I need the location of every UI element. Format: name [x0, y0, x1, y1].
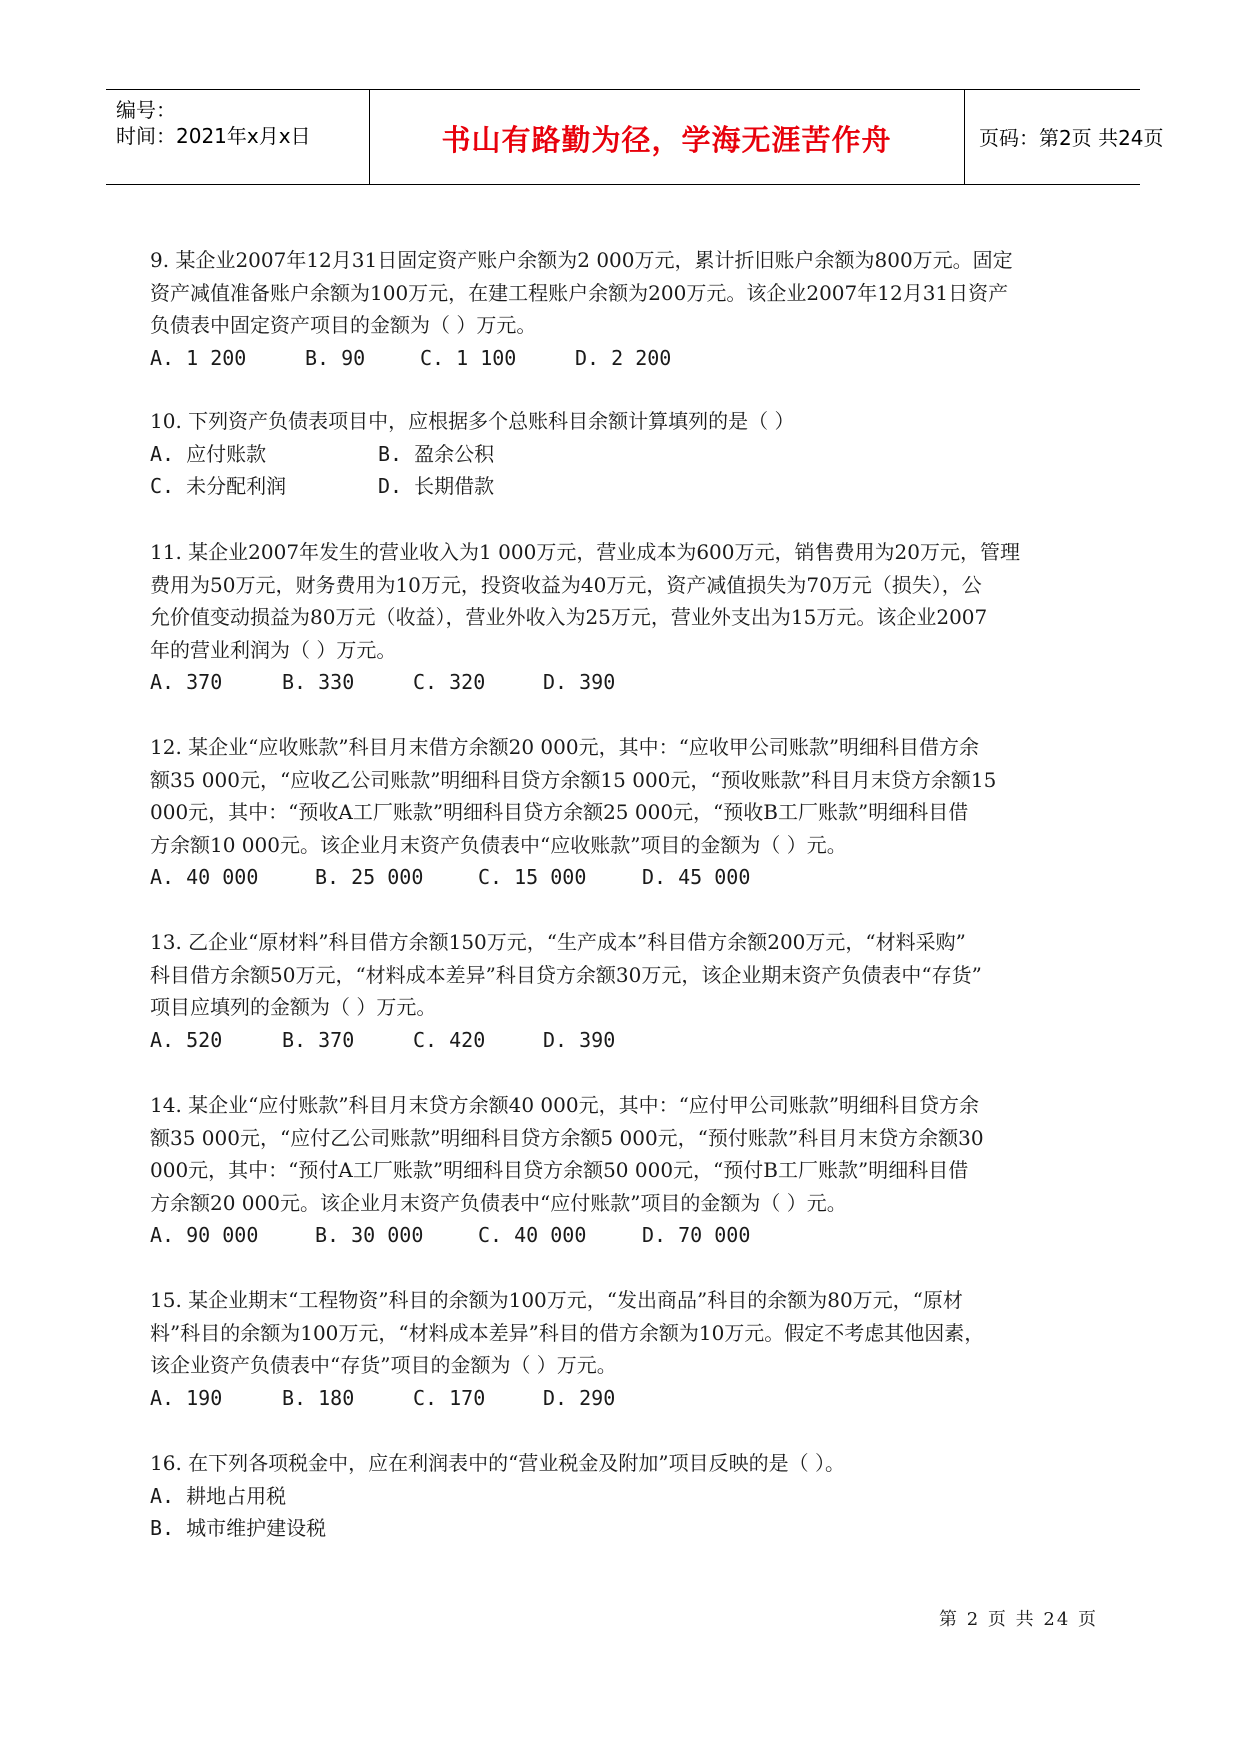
- option-b: B. 城市维护建设税: [150, 1515, 327, 1540]
- question-line: 11. 某企业2007年发生的营业收入为1 000万元，营业成本为600万元，销售费用为20万元，管理: [150, 540, 1020, 564]
- options: [150, 1024, 1100, 1056]
- header-page-cell: [971, 90, 1164, 184]
- options: [150, 1480, 1100, 1512]
- option-b: B. 90: [305, 345, 366, 370]
- options: [150, 470, 1100, 502]
- page-footer: 第 2 页 共 24 页: [939, 1609, 1098, 1630]
- question-13: [150, 926, 1100, 1056]
- question-line: 额35 000元，“应收乙公司账款”明细科目贷方余额15 000元，“预收账款”科目月末贷方余额15: [150, 767, 997, 792]
- option-d: D. 长期借款: [378, 473, 495, 498]
- question-line: 料”科目的余额为100万元，“材料成本差异”科目的借方余额为10万元。假定不考虑其他因素，: [150, 1320, 985, 1345]
- question-line: 方余额10 000元。该企业月末资产负债表中“应收账款”项目的金额为（ ）元。: [150, 832, 847, 857]
- option-b: B. 370: [282, 1027, 355, 1052]
- options: [150, 1382, 1100, 1414]
- option-d: D. 390: [543, 670, 616, 694]
- option-b: B. 330: [282, 670, 355, 694]
- question-line: 13. 乙企业“原材料”科目借方余额150万元，“生产成本”科目借方余额200万元，“材料采购”: [150, 930, 966, 954]
- options: [150, 861, 1100, 893]
- time-label: 时间：2021年x月x日: [116, 124, 311, 148]
- page-label: 页码：第2页 共24页: [979, 126, 1164, 150]
- option-a: A. 190: [150, 1385, 223, 1410]
- option-d: D. 2 200: [575, 345, 672, 370]
- option-c: C. 170: [413, 1385, 486, 1410]
- option-d: D. 70 000: [642, 1223, 751, 1247]
- header-motto-cell: [369, 90, 964, 184]
- option-d: D. 290: [543, 1385, 616, 1410]
- question-9: [150, 244, 1100, 374]
- question-line: 项目应填列的金额为（ ）万元。: [150, 995, 437, 1019]
- question-line: 000元，其中：“预收A工厂账款”明细科目贷方余额25 000元，“预收B工厂账款”明细科目借: [150, 800, 969, 824]
- question-16: [150, 1447, 1100, 1544]
- option-a: A. 1 200: [150, 345, 247, 370]
- options: [150, 1512, 1100, 1544]
- question-15: [150, 1284, 1100, 1414]
- option-a: A. 520: [150, 1027, 223, 1052]
- option-c: C. 40 000: [478, 1223, 587, 1247]
- option-d: D. 45 000: [642, 865, 751, 889]
- option-c: C. 未分配利润: [150, 473, 287, 498]
- question-line: 年的营业利润为（ ）万元。: [150, 637, 397, 662]
- options: [150, 438, 1100, 470]
- option-c: C. 1 100: [420, 345, 517, 370]
- page-header: [106, 89, 1164, 185]
- option-b: B. 盈余公积: [378, 441, 495, 466]
- option-a: A. 应付账款: [150, 441, 267, 466]
- question-12: [150, 731, 1100, 893]
- options: [150, 666, 1100, 698]
- option-b: B. 30 000: [315, 1223, 424, 1247]
- question-line: 12. 某企业“应收账款”科目月末借方余额20 000元，其中：“应收甲公司账款”明细科目借方余: [150, 735, 980, 759]
- question-line: 额35 000元，“应付乙公司账款”明细科目贷方余额5 000元，“预付账款”科目月末贷方余额30: [150, 1125, 984, 1150]
- question-10: [150, 405, 1100, 502]
- option-a: A. 40 000: [150, 865, 259, 889]
- option-c: C. 320: [413, 670, 486, 694]
- question-line: 费用为50万元，财务费用为10万元，投资收益为40万元，资产减值损失为70万元（损失），公: [150, 572, 982, 597]
- question-line: 该企业资产负债表中“存货”项目的金额为（ ）万元。: [150, 1353, 617, 1377]
- option-c: C. 420: [413, 1027, 486, 1052]
- question-line: 允价值变动损益为80万元（收益），营业外收入为25万元，营业外支出为15万元。该企业2007: [150, 605, 988, 629]
- question-line: 负债表中固定资产项目的金额为（ ）万元。: [150, 313, 537, 337]
- option-a: A. 耕地占用税: [150, 1483, 287, 1508]
- question-line: 科目借方余额50万元，“材料成本差异”科目贷方余额30万元，该企业期末资产负债表中“存货”: [150, 962, 982, 987]
- option-d: D. 390: [543, 1027, 616, 1052]
- question-line: 方余额20 000元。该企业月末资产负债表中“应付账款”项目的金额为（ ）元。: [150, 1190, 847, 1215]
- option-a: A. 90 000: [150, 1223, 259, 1247]
- options: [150, 342, 1100, 374]
- motto: 书山有路勤为径，学海无涯苦作舟: [441, 123, 892, 157]
- question-line: 16. 在下列各项税金中，应在利润表中的“营业税金及附加”项目反映的是（ ）。: [150, 1451, 845, 1475]
- option-b: B. 25 000: [315, 865, 424, 889]
- question-11: [150, 536, 1100, 698]
- question-line: 000元，其中：“预付A工厂账款”明细科目贷方余额50 000元，“预付B工厂账款”明细科目借: [150, 1158, 969, 1182]
- options: [150, 1219, 1100, 1251]
- question-line: 资产减值准备账户余额为100万元，在建工程账户余额为200万元。该企业2007年12月31日资产: [150, 280, 1009, 305]
- question-line: 9. 某企业2007年12月31日固定资产账户余额为2 000万元，累计折旧账户余额为800万元。固定: [150, 248, 1013, 272]
- option-c: C. 15 000: [478, 865, 587, 889]
- serial-label: 编号：: [116, 98, 176, 122]
- header-meta: [116, 90, 366, 184]
- option-a: A. 370: [150, 670, 223, 694]
- question-14: [150, 1089, 1100, 1251]
- question-line: 15. 某企业期末“工程物资”科目的余额为100万元，“发出商品”科目的余额为80万元，“原材: [150, 1288, 963, 1312]
- option-b: B. 180: [282, 1385, 355, 1410]
- header-divider: [964, 90, 965, 184]
- question-line: 10. 下列资产负债表项目中，应根据多个总账科目余额计算填列的是（ ）: [150, 409, 795, 433]
- question-line: 14. 某企业“应付账款”科目月末贷方余额40 000元，其中：“应付甲公司账款”明细科目贷方余: [150, 1093, 980, 1117]
